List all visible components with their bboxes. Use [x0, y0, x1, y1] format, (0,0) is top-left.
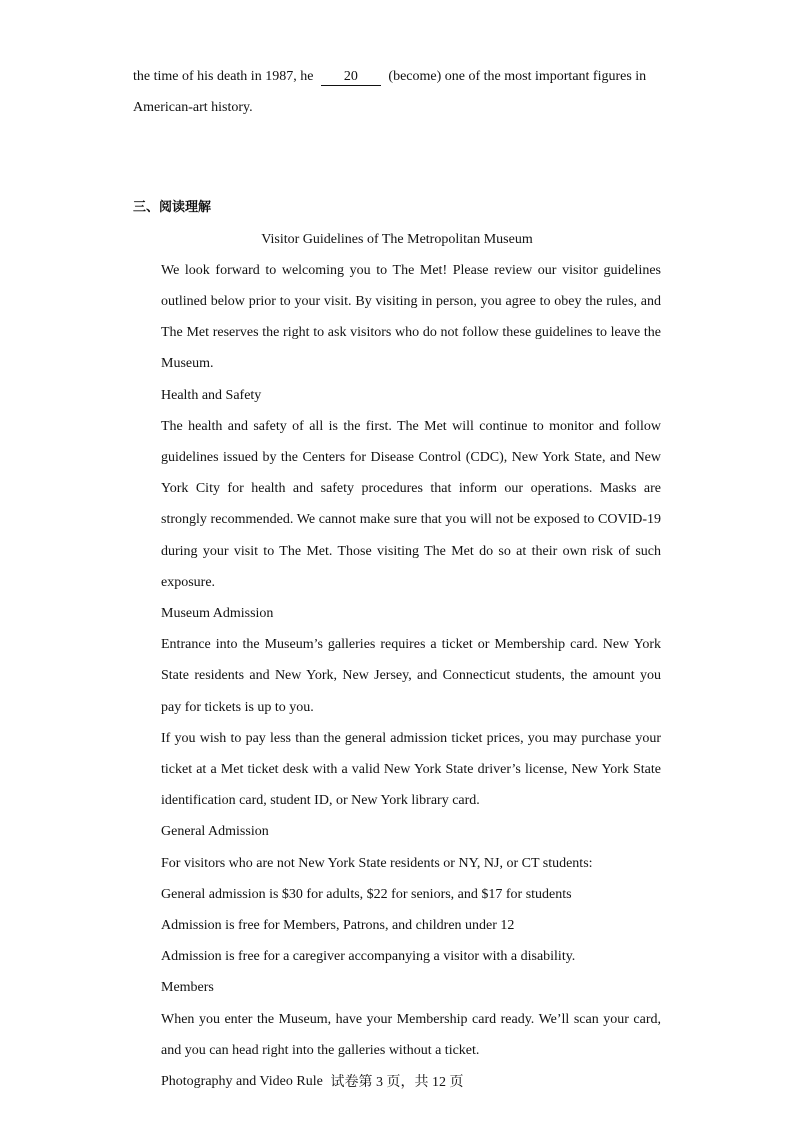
article-title: Visitor Guidelines of The Metropolitan Museum — [261, 231, 533, 247]
members-heading: Members — [161, 980, 214, 996]
health-paragraph: The health and safety of all is the first. The Met will continue to monitor and follow guidelines issued by the Centers for Disease Control (CDC), New York State, and New York City for health and safety procedures that inform our operations. Masks are strongly recommended. We cannot make sure that you will not be exposed to COVID-19 during your visit to The Met. Those visiting The Met do so at their own risk of such exposure. — [161, 418, 661, 590]
answer-blank: 20 — [321, 69, 381, 86]
intro-paragraph: We look forward to welcoming you to The Met! Please review our visitor guidelines outlined below prior to your visit. By visiting in person, you agree to obey the rules, and The Met reserves the right to ask visitors who do not follow these guidelines to leave the Museum. — [161, 262, 661, 372]
carryover-line-2: American-art history. — [133, 100, 253, 116]
carryover-line-1 — [133, 61, 661, 92]
general-admission-heading: General Admission — [161, 824, 269, 840]
general-admission-line: General admission is $30 for adults, $22 for seniors, and $17 for students — [161, 886, 572, 902]
photography-heading: Photography and Video Rule — [161, 1074, 323, 1090]
admission-heading: Museum Admission — [161, 606, 274, 622]
carryover-text-before: the time of his death in 1987, he — [133, 69, 314, 84]
general-admission-line: Admission is free for Members, Patrons, and children under 12 — [161, 918, 515, 934]
health-heading: Health and Safety — [161, 387, 262, 403]
page-footer: 试卷第 3 页，共 12 页 — [330, 1075, 464, 1090]
general-admission-line: Admission is free for a caregiver accompanying a visitor with a disability. — [161, 949, 576, 965]
discount-paragraph: If you wish to pay less than the general admission ticket prices, you may purchase your ticket at a Met ticket desk with a valid New York State driver’s license, New York State identification card, student ID, or New York library card. — [161, 730, 661, 809]
members-paragraph: When you enter the Museum, have your Membership card ready. We’ll scan your card, and you can head right into the galleries without a ticket. — [161, 1011, 661, 1058]
admission-paragraph: Entrance into the Museum’s galleries requires a ticket or Membership card. New York State residents and New York, New Jersey, and Connecticut students, the amount you pay for tickets is up to you. — [161, 637, 661, 715]
general-admission-line: For visitors who are not New York State residents or NY, NJ, or CT students: — [161, 855, 593, 871]
carryover-text-after: (become) one of the most important figures in — [388, 69, 647, 84]
page-content — [133, 61, 661, 1097]
section-heading: 三、阅读理解 — [133, 200, 212, 216]
